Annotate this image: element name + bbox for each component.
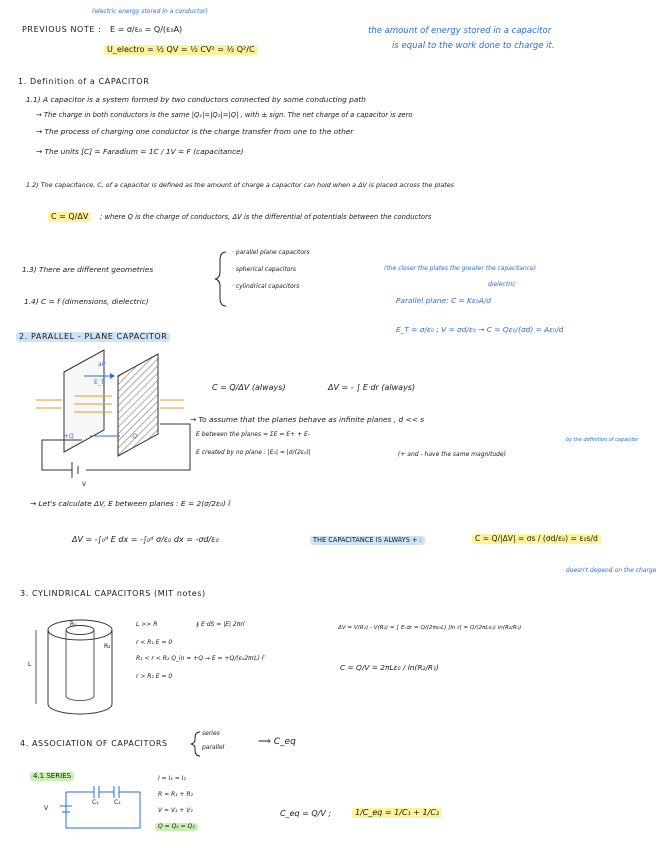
section-1-title: 1. Definition of a CAPACITOR xyxy=(18,77,150,86)
region-between: R₁ < r < R₂ Q_in = +Q → E = +Q/(ε₀2πrL) r̂ xyxy=(136,655,265,662)
infinite-planes-assumption: → To assume that the planes behave as infinite planes , d << s xyxy=(190,415,425,424)
closer-plates-note: (the closer the plates the greater the capacitance) xyxy=(384,265,537,272)
fig-c2-label: C₂ xyxy=(114,799,121,806)
fig-field-label: E_T xyxy=(94,379,105,386)
capacitance-definition-text: ; where Q is the charge of conductors, ΔV is the differential of potentials between the conductors xyxy=(100,213,432,221)
fig-outer-radius: R₂ xyxy=(104,643,111,650)
cylinder-capacitance: C = Q/V = 2πLε₀ / ln(R₂/R₁) xyxy=(340,663,439,672)
potential-integral: ΔV = -∫₀ᵈ E dx = -∫₀ᵈ σ/ε₀ dx = -σd/ε₀ xyxy=(72,535,219,544)
fig-plus-q: +Q xyxy=(64,433,74,440)
geometry-cylindrical: · cylindrical capacitors xyxy=(232,283,300,290)
series-charge: Q = Q₁ = Q₂ xyxy=(155,823,198,831)
section-2-title: 2. PARALLEL - PLANE CAPACITOR xyxy=(16,332,170,342)
field-single-plane: E created by no plane : |E₀| = |σ/(2ε₀)| xyxy=(196,449,311,456)
capacitance-definition-equation: C = Q/ΔV xyxy=(48,212,91,222)
association-series: series xyxy=(202,730,220,737)
energy-note-line-1: the amount of energy stored in a capacitor xyxy=(368,26,552,36)
field-total-equation: E_T = σ/ε₀ ; V = σd/ε₀ → C = Qε₀/(σd) = Aε₀/d xyxy=(396,325,564,334)
length-condition: L >> R xyxy=(136,621,158,628)
series-current: I = I₁ = I₂ xyxy=(158,775,186,782)
definition-1-4: 1.4) C = f (dimensions, dielectric) xyxy=(24,297,149,306)
bullet-same-charge: → The charge in both conductors is the same |Q₁|=|Q₂|=|Q| , with ± sign. The net charge of a capacitor is zero xyxy=(36,111,413,119)
previous-note-label: PREVIOUS NOTE : xyxy=(22,25,102,34)
fig-air-label: air xyxy=(98,361,106,368)
region-inside: r < R₁ E = 0 xyxy=(136,639,173,646)
section-3-title: 3. CYLINDRICAL CAPACITORS (MIT notes) xyxy=(20,589,206,598)
caption-energy-stored: (electric energy stored in a conductor) xyxy=(92,8,208,15)
region-outside: r > R₂ E = 0 xyxy=(136,673,173,680)
parallel-plane-formula: Parallel plane: C = Kε₀A/d xyxy=(396,296,492,305)
geometry-spherical: · spherical capacitors xyxy=(232,266,296,273)
section-4-title: 4. ASSOCIATION OF CAPACITORS xyxy=(20,739,168,748)
field-between-planes: E between the planes = ΣE = E+ + E- xyxy=(196,431,310,438)
parallel-capacitance-result: C = Q/|ΔV| = σs / (σd/ε₀) = ε₀s/d xyxy=(472,534,601,544)
cylinder-potential: ΔV = V(R₁) - V(R₂) = ∫ E·dr = Q/(2πε₀L) [ln r] = Q/(2πLε₀) ln(R₂/R₁) xyxy=(338,625,522,631)
fig-minus-q: -Q xyxy=(130,433,138,440)
field-equation: E = σ/ε₀ = Q/(ε₀A) xyxy=(110,25,183,34)
geometry-parallel: · parallel plane capacitors xyxy=(232,249,310,256)
gauss-law: ∮ E·dS = |E| 2πrl xyxy=(196,621,245,628)
capacitance-always-positive: THE CAPACITANCE IS ALWAYS + : xyxy=(310,536,425,545)
fig-voltage-label: V xyxy=(82,481,87,488)
series-resistance: R = R₁ + R₂ xyxy=(158,791,194,798)
equivalent-capacitance-arrow: ⟹ C_eq xyxy=(258,737,296,747)
dielectric-label: dielectric xyxy=(488,281,516,288)
by-definition-note: by the definition of capacitor xyxy=(566,437,639,443)
association-parallel: parallel xyxy=(202,744,225,751)
fig-length-label: L xyxy=(28,661,32,668)
fig-series-voltage: V xyxy=(44,805,49,812)
definition-1-1: 1.1) A capacitor is a system formed by two conductors connected by some conducting path xyxy=(26,95,366,104)
same-magnitude-note: (+ and - have the same magnitude) xyxy=(398,451,506,458)
bullet-charging-process: → The process of charging one conductor is the charge transfer from one to the other xyxy=(36,127,354,136)
no-charge-dependence-note: doesn't depend on the charge xyxy=(566,567,656,574)
energy-equation: U_electro = ½ QV = ½ CV² = ½ Q²/C xyxy=(104,45,258,55)
series-voltage: V = V₁ + V₂ xyxy=(158,807,193,814)
bullet-units: → The units [C] = Faradium = 1C / 1V = F (capacitance) xyxy=(36,147,244,156)
definition-1-3: 1.3) There are different geometries xyxy=(22,265,154,274)
equivalent-capacitance-definition: C_eq = Q/V ; xyxy=(280,809,332,818)
calculate-statement: → Let's calculate ΔV, E between planes : E = 2(σ/2ε₀) î xyxy=(30,499,231,508)
series-capacitance-sum: 1/C_eq = 1/C₁ + 1/C₂ xyxy=(352,808,442,818)
fig-inner-radius: R₁ xyxy=(70,621,77,628)
subsection-series: 4.1 SERIES xyxy=(30,772,74,781)
fig-c1-label: C₁ xyxy=(92,799,99,806)
energy-note-line-2: is equal to the work done to charge it. xyxy=(392,41,555,51)
definition-1-2: 1.2) The capacitance, C, of a capacitor is defined as the amount of charge a capacitor can hold when a ΔV is placed across the plates xyxy=(26,181,455,189)
capacitance-always: C = Q/ΔV (always) xyxy=(212,383,286,392)
potential-difference-always: ΔV = - ∫ E·dr (always) xyxy=(328,383,416,392)
